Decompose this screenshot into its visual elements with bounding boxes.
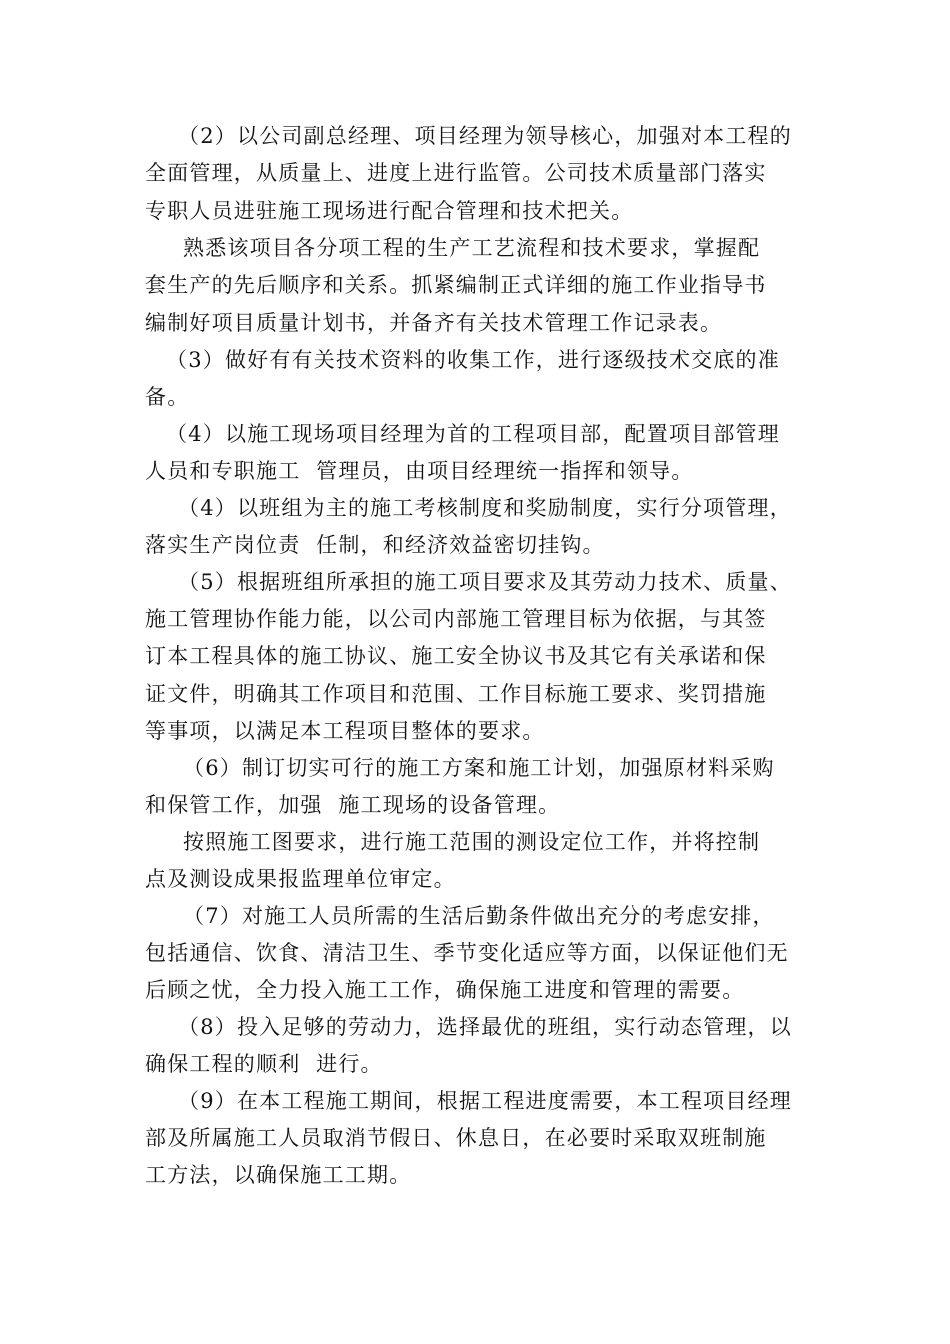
paragraph-line: 点及测设成果报监理单位审定。 xyxy=(145,867,456,891)
paragraph-line: 包括通信、饮食、清洁卫生、季节变化适应等方面，以保证他们无 xyxy=(145,941,789,965)
paragraph-line: （5）根据班组所承担的施工项目要求及其劳动力技术、质量、 xyxy=(178,570,792,594)
paragraph-line: 后顾之忧，全力投入施工工作，确保施工进度和管理的需要。 xyxy=(145,978,745,1002)
paragraph-line: 专职人员进驻施工现场进行配合管理和技术把关。 xyxy=(145,199,634,223)
paragraph-line: 熟悉该项目各分项工程的生产工艺流程和技术要求，掌握配 xyxy=(183,236,761,260)
paragraph-line: 按照施工图要求，进行施工范围的测设定位工作，并将控制 xyxy=(183,830,761,854)
paragraph-line: （4）以施工现场项目经理为首的工程项目部，配置项目部管理 xyxy=(166,422,780,446)
paragraph-line: 确保工程的顺利 进行。 xyxy=(145,1052,383,1076)
paragraph-line: 全面管理，从质量上、进度上进行监管。公司技术质量部门落实 xyxy=(145,161,767,185)
paragraph-line: （2）以公司副总经理、项目经理为领导核心，加强对本工程的 xyxy=(178,124,792,148)
paragraph-line: （6）制订切实可行的施工方案和施工计划，加强原材料采购 xyxy=(183,756,775,780)
paragraph-line: （4）以班组为主的施工考核制度和奖励制度，实行分项管理， xyxy=(178,496,792,520)
paragraph-line: 证文件，明确其工作项目和范围、工作目标施工要求、奖罚措施 xyxy=(145,682,767,706)
paragraph-line: 人员和专职施工 管理员，由项目经理统一指挥和领导。 xyxy=(145,459,694,483)
paragraph-line: 和保管工作，加强 施工现场的设备管理。 xyxy=(145,793,561,817)
paragraph-line: （7）对施工人员所需的生活后勤条件做出充分的考虑安排， xyxy=(183,904,775,928)
paragraph-line: （3）做好有有关技术资料的收集工作，进行逐级技术交底的准 xyxy=(166,348,780,372)
paragraph-line: 落实生产岗位责 任制，和经济效益密切挂钩。 xyxy=(145,533,605,557)
paragraph-line: 订本工程具体的施工协议、施工安全协议书及其它有关承诺和保 xyxy=(145,644,767,668)
paragraph-line: 编制好项目质量计划书，并备齐有关技术管理工作记录表。 xyxy=(145,311,723,335)
paragraph-line: （8）投入足够的劳动力，选择最优的班组，实行动态管理，以 xyxy=(178,1015,792,1039)
paragraph-line: 等事项，以满足本工程项目整体的要求。 xyxy=(145,719,545,743)
paragraph-line: （9）在本工程施工期间，根据工程进度需要，本工程项目经理 xyxy=(178,1089,792,1113)
paragraph-line: 部及所属施工人员取消节假日、休息日，在必要时采取双班制施 xyxy=(145,1126,767,1150)
paragraph-line: 备。 xyxy=(145,385,190,409)
paragraph-line: 套生产的先后顺序和关系。抓紧编制正式详细的施工作业指导书 xyxy=(145,273,767,297)
paragraph-line: 施工管理协作能力能，以公司内部施工管理目标为依据，与其签 xyxy=(145,607,767,631)
paragraph-line: 工方法，以确保施工工期。 xyxy=(145,1163,412,1187)
